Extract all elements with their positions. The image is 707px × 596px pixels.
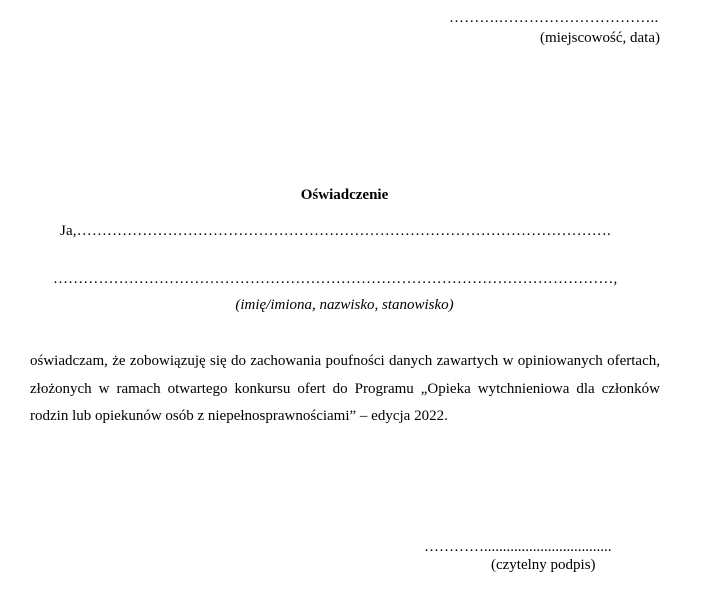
declaration-body-line: oświadczam, że zobowiązuję się do zachowania poufności danych zawartych w opiniowanych ofertach,: [30, 353, 660, 369]
date-place-dotted-line: ……….…………………………..: [449, 10, 659, 26]
declaration-body-line: rodzin lub opiekunów osób z niepełnosprawnościami” – edycja 2022.: [30, 408, 448, 424]
document-title: Oświadczenie: [300, 187, 389, 203]
declarant-caption: (imię/imiona, nazwisko, stanowisko): [235, 297, 454, 313]
signature-caption: (czytelny podpis): [491, 557, 596, 573]
signature-dotted-line: …………..................................: [424, 539, 612, 555]
declaration-body-line: złożonych w ramach otwartego konkursu ofert do Programu „Opieka wytchnieniowa dla członków: [30, 380, 660, 397]
declarant-name-line: Ja,…………………………………………………………………………………………….: [60, 223, 611, 239]
date-place-caption: (miejscowość, data): [540, 30, 660, 46]
declarant-name-line-continued: …………………………………………………………………………………………………,: [53, 271, 618, 287]
declaration-body: [30, 348, 660, 431]
